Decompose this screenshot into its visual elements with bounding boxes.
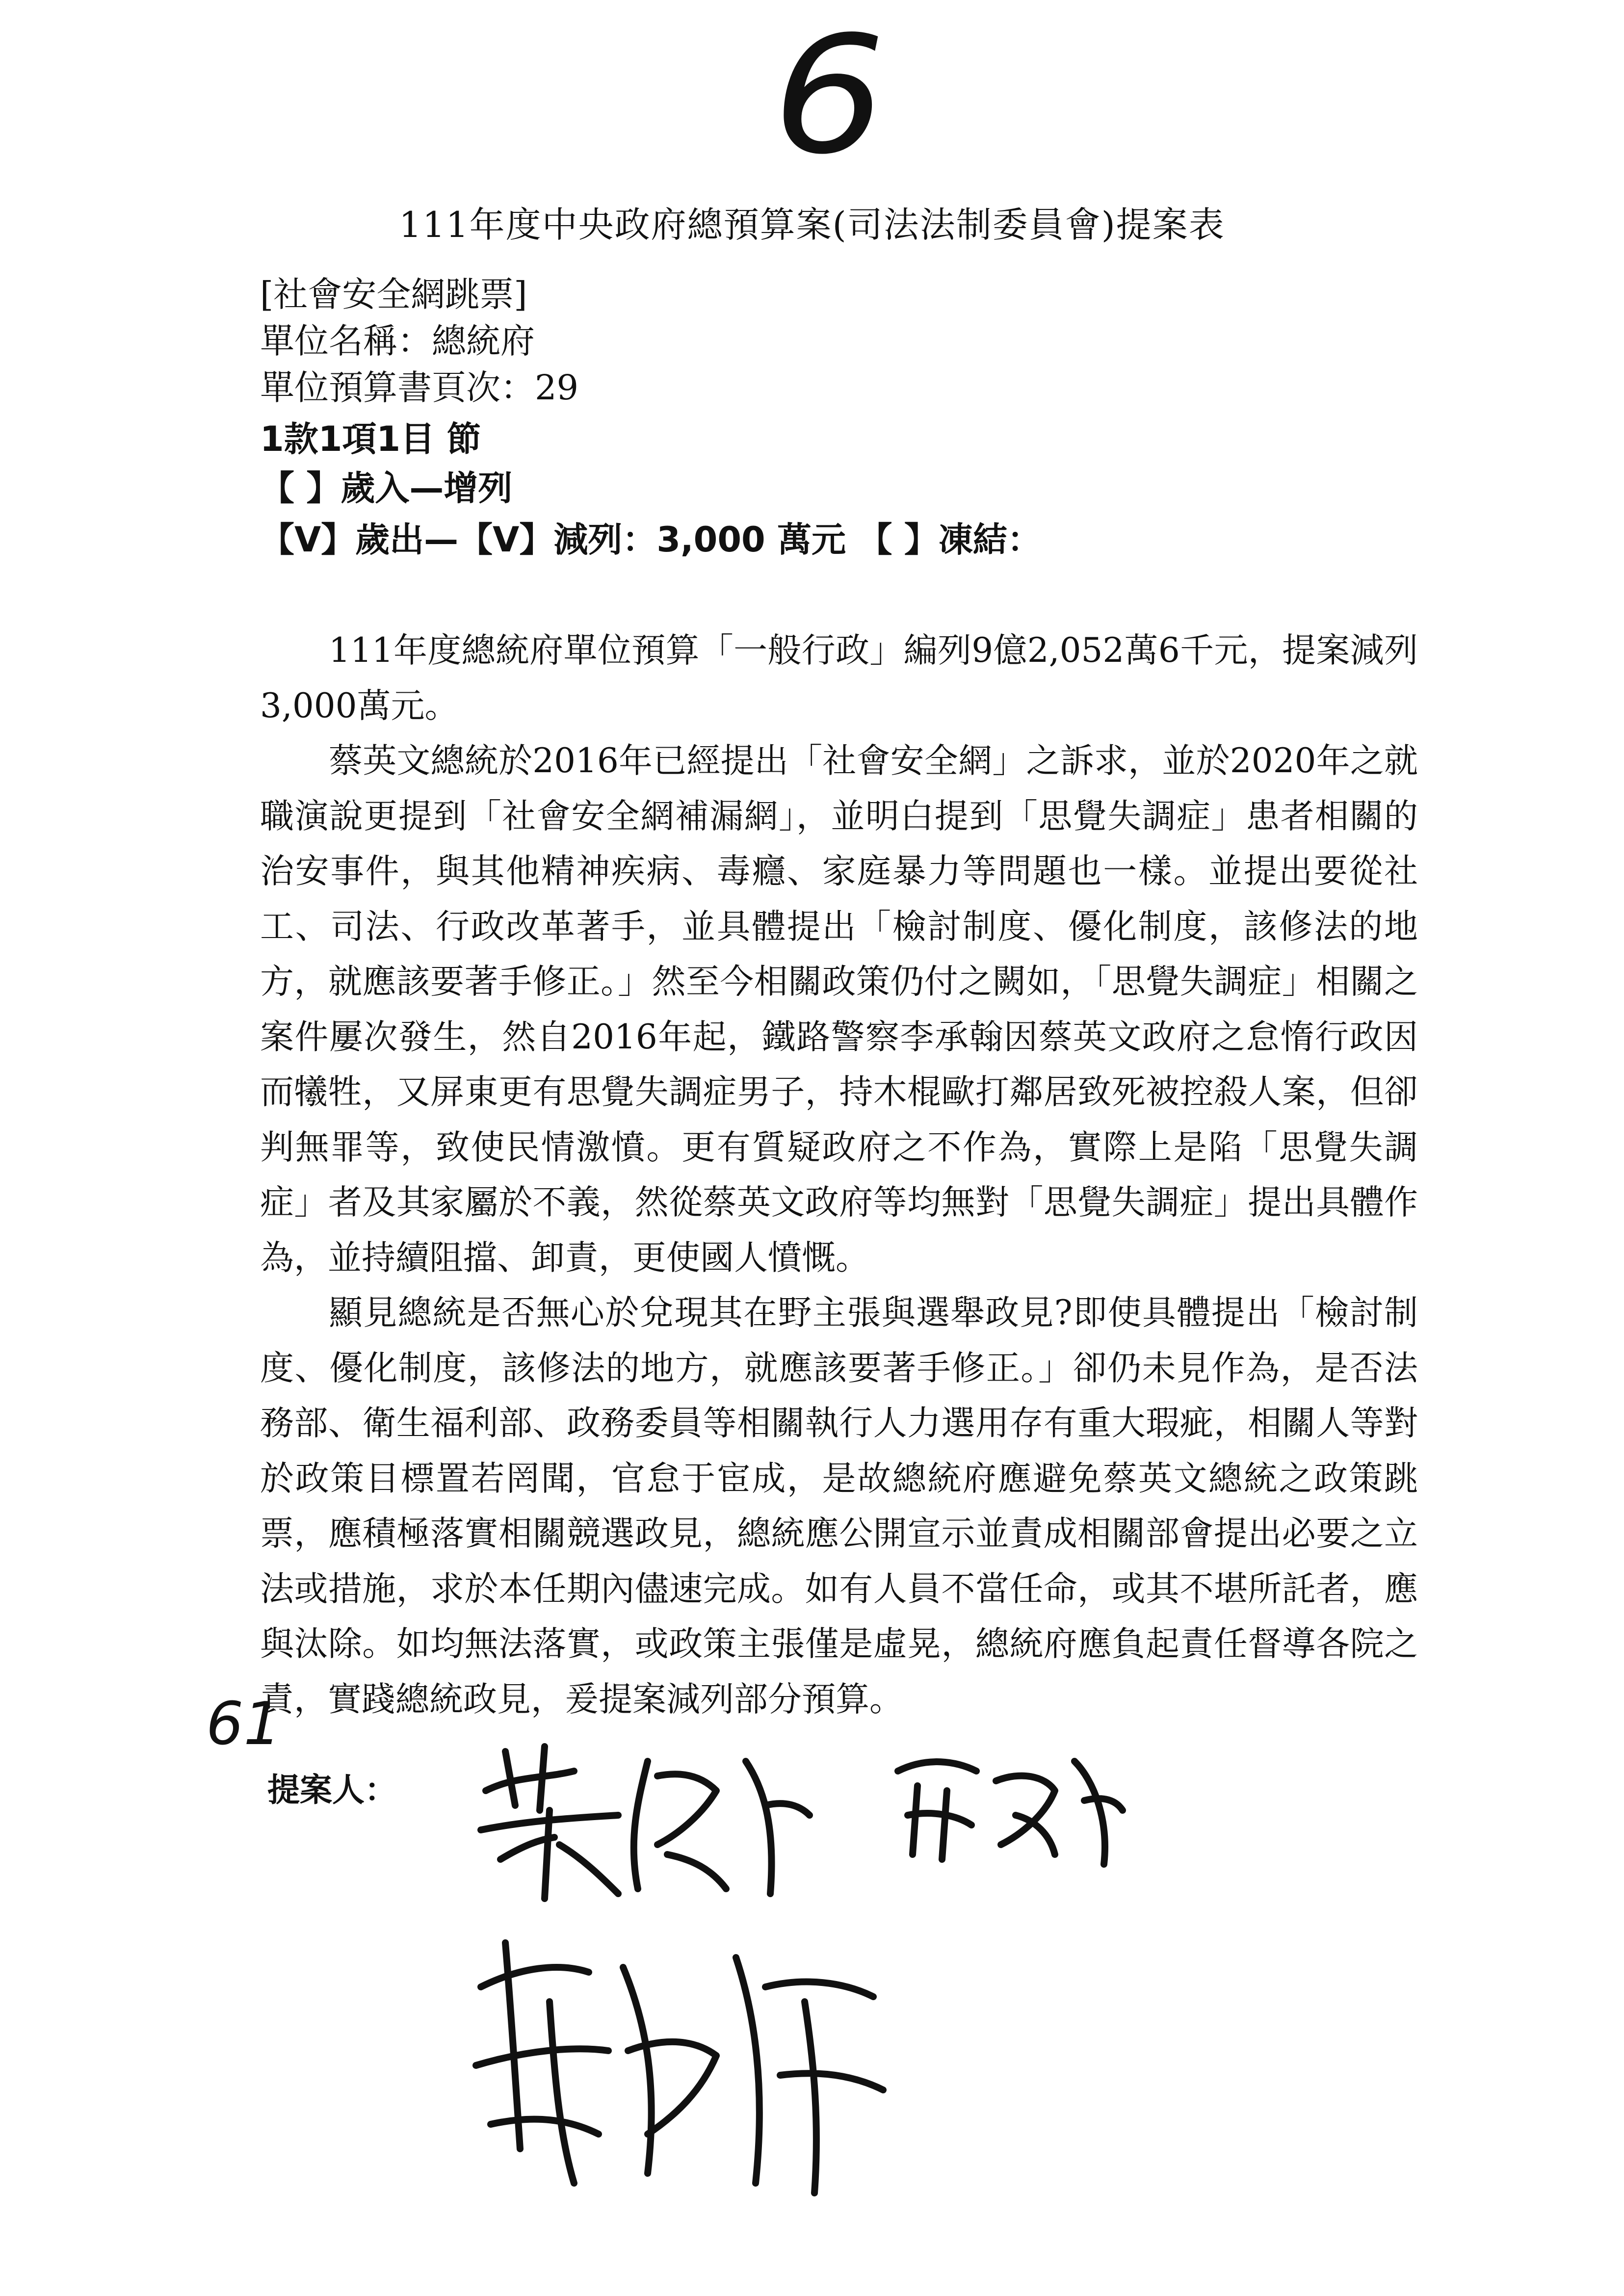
revenue-line: 【 】歲入—增列 [260, 468, 513, 508]
unit-budget-page: 單位預算書頁次：29 [260, 367, 579, 408]
section-path: 1款1項1目 節 [260, 419, 481, 459]
unit-name: 單位名稱：總統府 [260, 321, 535, 361]
body-paragraph-3: 顯見總統是否無心於兌現其在野主張與選舉政見?即使具體提出「檢討制度、優化制度，該修法的地方，就應該要著手修正。」卻仍未見作為，是否法務部、衛生福利部、政務委員等相關執行人力選用存有重大瑕疵，相關人等對於政策目標置若罔聞，官怠于宦成，是故總統府應避免蔡英文總統之政策跳票，應積極落實相關競選政見，總統應公開宣示並責成相關部會提出必要之立法或措施，求於本任期內儘速完成。如有人員不當任命，或其不堪所託者，應與汰除。如均無法落實，或政策主張僅是虛晃，總統府應負起責任督導各院之責，實踐總統政見，爰提案減列部分預算。 [260, 1293, 1418, 1719]
expense-line: 【V】歲出—【V】減列：3,000 萬元 【 】凍結： [260, 520, 1042, 560]
signature-2 [888, 1742, 1124, 1869]
signature-1 [471, 1732, 814, 1908]
body-paragraph-2: 蔡英文總統於2016年已經提出「社會安全網」之訴求，並於2020年之就職演說更提到「社會安全網補漏網」，並明白提到「思覺失調症」患者相關的治安事件，與其他精神疾病、毒癮、家庭暴力等問題也一樣。並提出要從社工、司法、行政改革著手，並具體提出「檢討制度、優化制度，該修法的地方，就應該要著手修正。」然至今相關政策仍付之闕如，「思覺失調症」相關之案件屢次發生，然自2016年起，鐵路警察李承翰因蔡英文政府之怠惰行政因而犧牲，又屏東更有思覺失調症男子，持木棍歐打鄰居致死被控殺人案，但卻判無罪等，致使民情激憤。更有質疑政府之不作為，實際上是陷「思覺失調症」者及其家屬於不義，然從蔡英文政府等均無對「思覺失調症」提出具體作為，並持續阻擋、卸責，更使國人憤慨。 [260, 741, 1418, 1278]
handwritten-margin-number: 61 [206, 1690, 281, 1758]
body-paragraph-1: 111年度總統府單位預算「一般行政」編列9億2,052萬6千元，提案減列3,000萬元。 [260, 631, 1418, 726]
category-tag: [社會安全網跳票] [260, 274, 527, 314]
document-title: 111年度中央政府總預算案(司法法制委員會)提案表 [399, 204, 1225, 245]
signature-3 [461, 1928, 903, 2203]
handwritten-page-number: 6 [772, 1, 886, 190]
proposer-label: 提案人： [267, 1771, 397, 1809]
